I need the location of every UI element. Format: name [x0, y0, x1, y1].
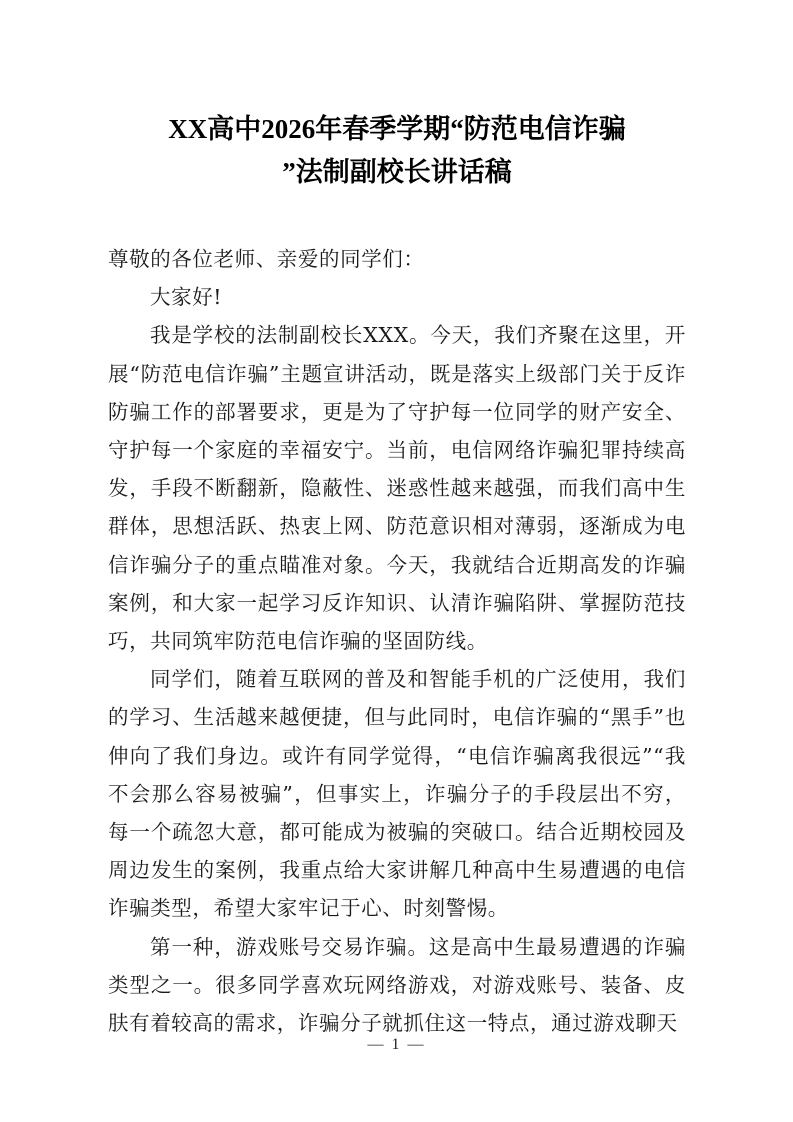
page-title-line-1: XX高中2026年春季学期“防范电信诈骗	[168, 114, 626, 144]
page-title-line-2: ”法制副校长讲话稿	[282, 157, 512, 187]
document-body	[108, 240, 686, 1042]
greeting-paragraph: 大家好!	[150, 285, 223, 310]
page-number-footer: — 1 —	[367, 1036, 426, 1053]
body-paragraph: 第一种，游戏账号交易诈骗。这是高中生最易遭遇的诈骗类型之一。很多同学喜欢玩网络游戏，对游戏账号、装备、皮肤有着较高的需求，诈骗分子就抓住这一特点，通过游戏聊天	[108, 934, 686, 1036]
page-title	[108, 108, 686, 194]
salutation-paragraph: 尊敬的各位老师、亲爱的同学们：	[108, 247, 425, 271]
body-paragraph: 同学们，随着互联网的普及和智能手机的广泛使用，我们的学习、生活越来越便捷，但与此同时，电信诈骗的“黑手”也伸向了我们身边。或许有同学觉得，“电信诈骗离我很远”“我不会那么容易被骗”，但事实上，诈骗分子的手段层出不穷，每一个疏忽大意，都可能成为被骗的突破口。结合近期校园及周边发生的案例，我重点给大家讲解几种高中生易遭遇的电信诈骗类型，希望大家牢记于心、时刻警惕。	[108, 667, 686, 921]
body-paragraph: 我是学校的法制副校长XXX。今天，我们齐聚在这里，开展“防范电信诈骗”主题宣讲活动，既是落实上级部门关于反诈防骗工作的部署要求，更是为了守护每一位同学的财产安全、守护每一个家庭的幸福安宁。当前，电信网络诈骗犯罪持续高发，手段不断翻新，隐蔽性、迷惑性越来越强，而我们高中生群体，思想活跃、热衷上网、防范意识相对薄弱，逐渐成为电信诈骗分子的重点瞄准对象。今天，我就结合近期高发的诈骗案例，和大家一起学习反诈知识、认清诈骗陷阱、掌握防范技巧，共同筑牢防范电信诈骗的坚固防线。	[108, 323, 686, 654]
